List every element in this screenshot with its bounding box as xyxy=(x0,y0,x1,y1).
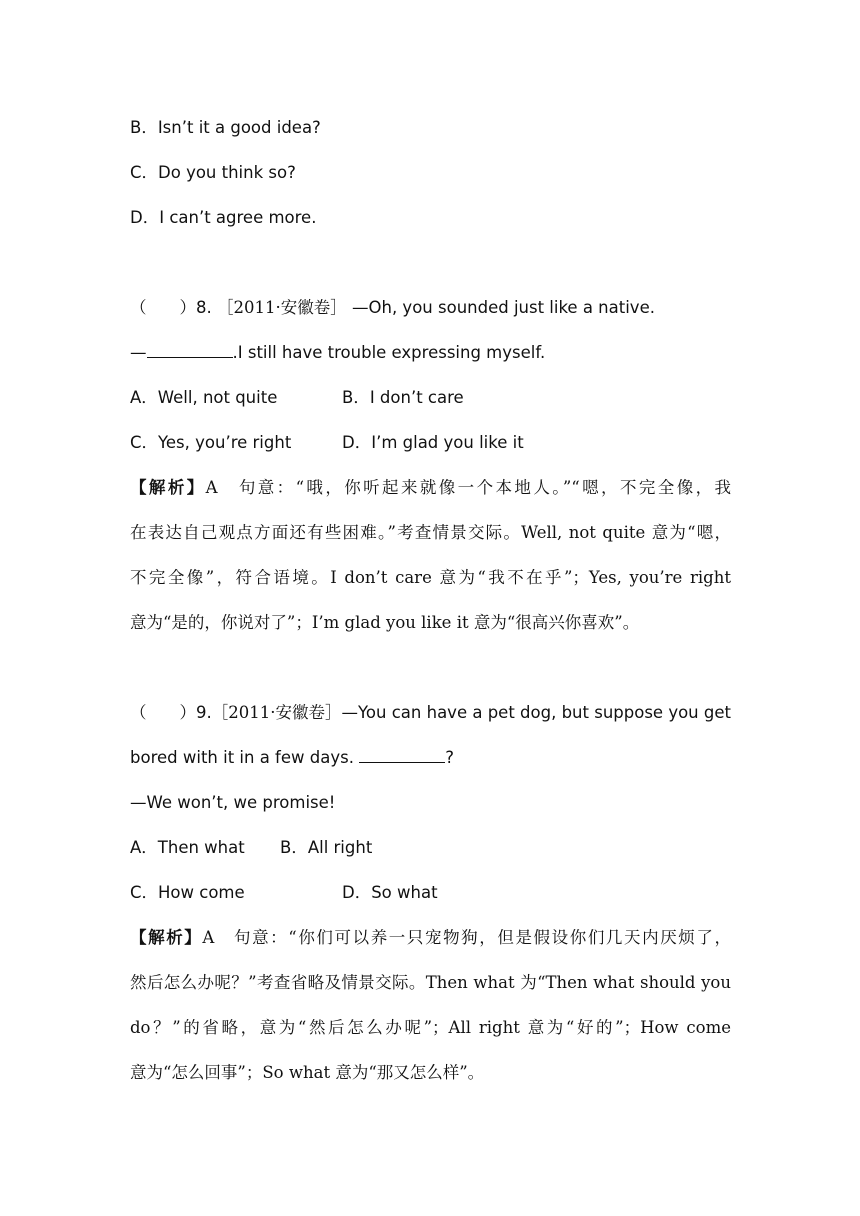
q9-option-d: D．So what xyxy=(342,883,438,902)
q8-option-d: D．I’m glad you like it xyxy=(342,433,524,452)
q9-answer-blank xyxy=(359,746,445,763)
q8-stem-text: —Oh, you sounded just like a native. xyxy=(352,298,655,317)
q9-analysis-label: 【解析】 xyxy=(130,928,203,947)
q7-option-d: D．I can’t agree more. xyxy=(130,208,317,227)
q9-analysis-text: A 句意：“你们可以养一只宠物狗，但是假设你们几天内厌烦了， xyxy=(202,928,732,947)
q9-stem2-text: bored with it in a few days. xyxy=(130,748,354,767)
q8-reply-dash: — xyxy=(130,343,147,362)
q8-analysis-text: A 句意：“哦，你听起来就像一个本地人。”“嗯，不完全像，我 xyxy=(205,478,732,497)
q9-stem-line-2 xyxy=(130,746,454,770)
q9-reply: —We won’t, we promise! xyxy=(130,793,336,812)
q9-analysis-line-4: 意为“怎么回事”；So what 意为“那又怎么样”。 xyxy=(130,1063,485,1082)
q8-options-ab xyxy=(130,386,464,410)
q9-stem-text: —You can have a pet dog, but suppose you get xyxy=(341,703,731,722)
q8-answer-blank xyxy=(147,341,233,358)
q9-stem xyxy=(130,701,731,725)
q8-analysis-label: 【解析】 xyxy=(130,478,206,497)
q7-option-b: B．Isn’t it a good idea? xyxy=(130,118,321,137)
q9-option-c: C．How come xyxy=(130,883,245,902)
q8-option-c: C．Yes, you’re right xyxy=(130,433,292,452)
q8-analysis-line-2: 在表达自己观点方面还有些困难。”考查情景交际。Well, not quite 意为“嗯， xyxy=(130,523,731,542)
q9-analysis-line-2: 然后怎么办呢？”考查省略及情景交际。Then what 为“Then what should you xyxy=(130,973,731,992)
q9-option-a: A．Then what xyxy=(130,838,245,857)
q9-analysis-line-1 xyxy=(130,926,731,950)
q9-source: ［2011·安徽卷］ xyxy=(211,703,342,722)
q7-option-c: C．Do you think so? xyxy=(130,163,296,182)
q8-option-b: B．I don’t care xyxy=(342,388,464,407)
q8-options-cd xyxy=(130,431,524,455)
q9-stem2-end: ? xyxy=(445,748,454,767)
q9-analysis-line-3: do？”的省略，意为“然后怎么办呢”；All right 意为“好的”；How come xyxy=(130,1018,731,1037)
q9-option-b: B．All right xyxy=(280,838,373,857)
q8-option-a: A．Well, not quite xyxy=(130,388,278,407)
q8-paren: （ ）8. xyxy=(130,298,212,317)
q8-source: ［2011·安徽卷］ xyxy=(217,298,347,317)
q9-options-cd xyxy=(130,881,438,905)
q8-reply xyxy=(130,341,545,365)
q8-stem xyxy=(130,296,655,320)
q8-reply-text: .I still have trouble expressing myself. xyxy=(232,343,546,362)
q9-options-ab xyxy=(130,836,372,860)
q8-analysis-line-1 xyxy=(130,476,731,500)
q8-analysis-line-4: 意为“是的，你说对了”；I’m glad you like it 意为“很高兴你喜欢”。 xyxy=(130,613,640,632)
q8-analysis-line-3: 不完全像”，符合语境。I don’t care 意为“我不在乎”；Yes, you’re right xyxy=(130,568,731,587)
q9-paren: （ ）9. xyxy=(130,703,212,722)
